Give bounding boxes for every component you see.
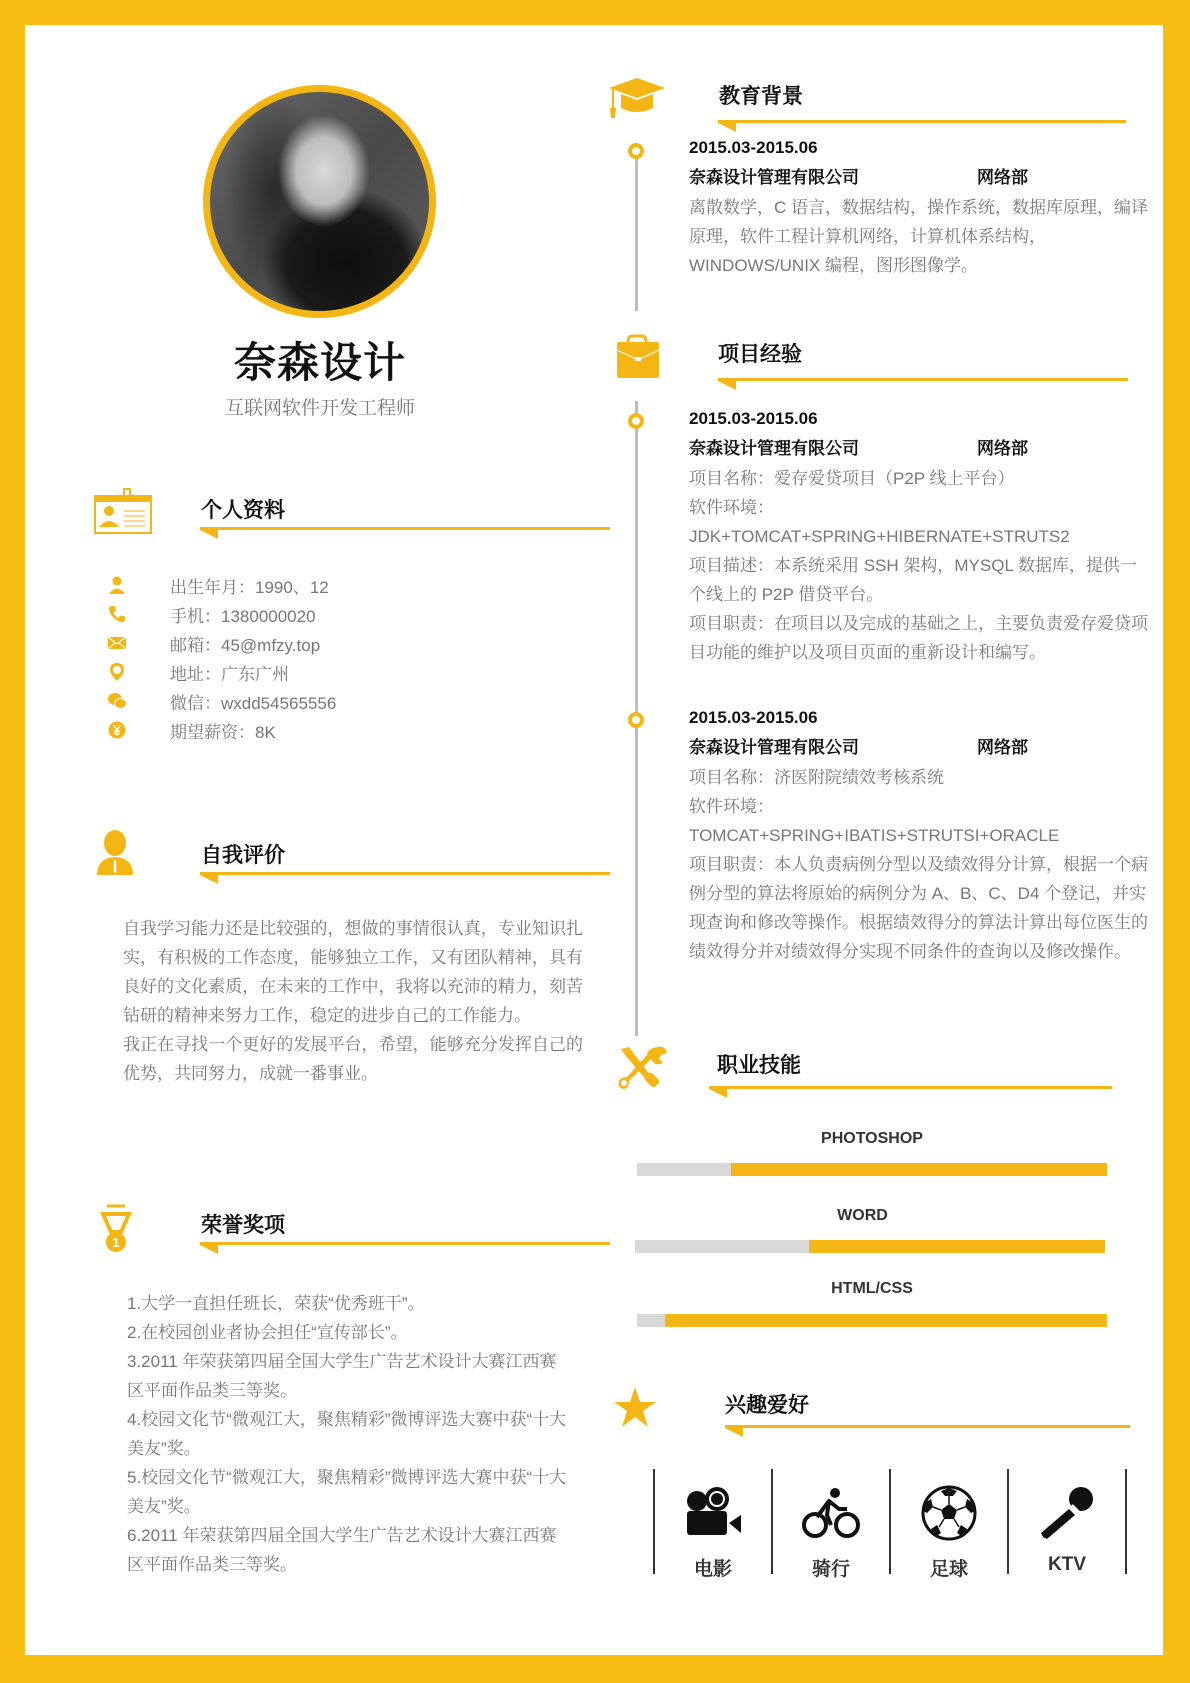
skill-bar-photoshop bbox=[637, 1163, 1107, 1176]
section-flag bbox=[709, 1089, 727, 1098]
tools-icon bbox=[615, 1041, 675, 1095]
hobby-soccer bbox=[892, 1485, 1006, 1581]
project-entry bbox=[689, 703, 1149, 966]
section-title: 兴趣爱好 bbox=[725, 1394, 809, 1417]
entry-dept: 网络部 bbox=[977, 738, 1028, 757]
section-header-projects bbox=[607, 335, 1137, 385]
mail-icon bbox=[107, 633, 127, 653]
hobby-label: 电影 bbox=[693, 1559, 732, 1580]
education-entry bbox=[689, 133, 1149, 280]
soccer-ball-icon bbox=[917, 1485, 981, 1541]
hobby-separator bbox=[889, 1469, 891, 1574]
job-title: 互联网软件开发工程师 bbox=[224, 398, 415, 419]
portrait-photo bbox=[203, 85, 436, 318]
section-header-hobbies bbox=[615, 1387, 1135, 1437]
briefcase-icon bbox=[607, 331, 667, 383]
section-flag bbox=[200, 1245, 218, 1254]
skill-label-word: WORD bbox=[837, 1207, 888, 1224]
section-flag bbox=[725, 1428, 743, 1437]
skill-fill bbox=[665, 1314, 1107, 1327]
hobby-cycling bbox=[774, 1485, 888, 1581]
entry-date: 2015.03-2015.06 bbox=[689, 409, 818, 428]
section-rule bbox=[200, 872, 610, 875]
id-card-icon bbox=[93, 487, 153, 537]
section-header-skills bbox=[615, 1047, 1135, 1097]
timeline-dot bbox=[628, 413, 644, 429]
section-title: 个人资料 bbox=[201, 499, 285, 522]
info-email: 邮箱：45@mfzy.top bbox=[107, 629, 527, 658]
skill-fill bbox=[809, 1240, 1105, 1253]
hobby-separator bbox=[771, 1469, 773, 1574]
section-flag bbox=[718, 381, 736, 390]
section-rule bbox=[709, 1086, 1112, 1089]
section-header-awards bbox=[93, 1207, 613, 1257]
wechat-icon bbox=[107, 691, 127, 711]
skill-label-photoshop: PHOTOSHOP bbox=[821, 1130, 923, 1147]
resume-page bbox=[25, 25, 1163, 1655]
info-phone: 手机：1380000020 bbox=[107, 600, 527, 629]
skill-bar-word bbox=[635, 1240, 1105, 1253]
hobby-movie bbox=[656, 1485, 770, 1581]
section-title: 教育背景 bbox=[719, 85, 803, 108]
microphone-icon bbox=[1035, 1485, 1099, 1541]
section-flag bbox=[200, 530, 218, 539]
hobby-separator bbox=[1125, 1469, 1127, 1574]
entry-org: 奈森设计管理有限公司 网络部 bbox=[689, 434, 1149, 464]
info-wechat: 微信：wxdd54565556 bbox=[107, 687, 527, 716]
skill-label-html-css: HTML/CSS bbox=[831, 1280, 913, 1297]
medal-icon bbox=[93, 1199, 153, 1255]
entry-dept: 网络部 bbox=[977, 168, 1028, 187]
award-item: 6.2011 年荣获第四届全国大学生广告艺术设计大赛江西赛区平面作品类三等奖。 bbox=[127, 1526, 557, 1574]
graduation-cap-icon bbox=[607, 73, 667, 125]
section-rule bbox=[718, 378, 1128, 381]
personal-info-list bbox=[107, 571, 567, 751]
skill-fill bbox=[731, 1163, 1107, 1176]
award-item: 1.大学一直担任班长，荣获“优秀班干”。 bbox=[127, 1294, 425, 1313]
entry-org: 奈森设计管理有限公司 网络部 bbox=[689, 733, 1149, 763]
timeline-education bbox=[635, 143, 638, 311]
entry-body: 离散数学，C 语言，数据结构，操作系统，数据库原理，编译原理，软件工程计算机网络，计算机体系结构，WINDOWS/UNIX 编程，图形图像学。 bbox=[689, 198, 1148, 275]
timeline-dot bbox=[628, 143, 644, 159]
entry-org: 奈森设计管理有限公司 网络部 bbox=[689, 163, 1149, 193]
section-rule bbox=[200, 1242, 610, 1245]
section-title: 项目经验 bbox=[718, 343, 802, 366]
timeline-dot bbox=[628, 712, 644, 728]
section-header-education bbox=[607, 77, 1137, 127]
section-rule bbox=[200, 527, 610, 530]
hobby-label: 足球 bbox=[929, 1559, 968, 1580]
entry-body: 项目名称：爱存爱贷项目（P2P 线上平台） 软件环境： JDK+TOMCAT+SPRING+HIBERNATE+STRUTS2 项目描述：本系统采用 SSH 架构，MYSQL 数据库，提供一个线上的 P2P 借贷平台。 项目职责：在项目以及完成的基础之上，主要负责爱存爱贷项目功能的维护以及项目页面的重新设计和编写。 bbox=[689, 469, 1148, 662]
section-rule bbox=[725, 1425, 1130, 1428]
candidate-name: 奈森设计 bbox=[233, 339, 406, 386]
hobby-label: 骑行 bbox=[811, 1559, 850, 1580]
entry-body: 项目名称：济医附院绩效考核系统 软件环境： TOMCAT+SPRING+IBATIS+STRUTSI+ORACLE 项目职责：本人负责病例分型以及绩效得分计算，根据一个病例分型的算法将原始的病例分为 A、B、C、D4 个登记，并实现查询和修改等操作。根据绩效得分的算法计算出每位医生的绩效得分并对绩效得分实现不同条件的查询以及修改操作。 bbox=[689, 768, 1148, 961]
entry-dept: 网络部 bbox=[977, 439, 1028, 458]
self-evaluation-text: 自我学习能力还是比较强的，想做的事情很认真，专业知识扎实，有积极的工作态度，能够独立工作，又有团队精神，具有良好的文化素质，在未来的工作中，我将以充沛的精力，刻苦钻研的精神来努力工作，稳定的进步自己的工作能力。 我正在寻找一个更好的发展平台，希望，能够充分发挥自己的优势，共同努力，成就一番事业。 bbox=[123, 919, 583, 1083]
hobby-label: KTV bbox=[1048, 1554, 1086, 1575]
yen-icon bbox=[107, 720, 127, 740]
hobby-separator bbox=[653, 1469, 655, 1574]
section-flag bbox=[200, 875, 218, 884]
hobby-ktv bbox=[1010, 1485, 1124, 1576]
info-birth: 出生年月：1990、12 bbox=[107, 571, 527, 600]
section-flag bbox=[718, 123, 736, 132]
entry-date: 2015.03-2015.06 bbox=[689, 708, 818, 727]
phone-icon bbox=[107, 604, 127, 624]
project-entry bbox=[689, 404, 1149, 667]
movie-camera-icon bbox=[681, 1485, 745, 1541]
location-pin-icon bbox=[107, 662, 127, 682]
cycling-icon bbox=[799, 1485, 863, 1541]
award-item: 2.在校园创业者协会担任“宣传部长”。 bbox=[127, 1323, 408, 1342]
award-item: 3.2011 年荣获第四届全国大学生广告艺术设计大赛江西赛区平面作品类三等奖。 bbox=[127, 1352, 557, 1400]
star-icon bbox=[615, 1381, 675, 1435]
svg-text:1: 1 bbox=[112, 1235, 120, 1250]
section-title: 职业技能 bbox=[717, 1054, 801, 1077]
skill-bar-html-css bbox=[637, 1314, 1107, 1327]
info-address: 地址：广东广州 bbox=[107, 658, 527, 687]
hobby-separator bbox=[1007, 1469, 1009, 1574]
section-title: 荣誉奖项 bbox=[201, 1214, 285, 1237]
section-rule bbox=[718, 120, 1126, 123]
award-item: 4.校园文化节“微观江大，聚焦精彩”微博评选大赛中获“十大美友”奖。 bbox=[127, 1410, 567, 1458]
section-header-self-eval bbox=[93, 837, 613, 887]
entry-date: 2015.03-2015.06 bbox=[689, 138, 818, 157]
person-tie-icon bbox=[93, 825, 153, 879]
section-header-personal bbox=[93, 492, 613, 542]
section-title: 自我评价 bbox=[201, 844, 285, 867]
award-item: 5.校园文化节“微观江大，聚焦精彩”微博评选大赛中获“十大美友”奖。 bbox=[127, 1468, 567, 1516]
info-salary: 期望薪资：8K bbox=[107, 716, 527, 745]
user-icon bbox=[107, 575, 127, 595]
awards-list bbox=[127, 1289, 573, 1579]
